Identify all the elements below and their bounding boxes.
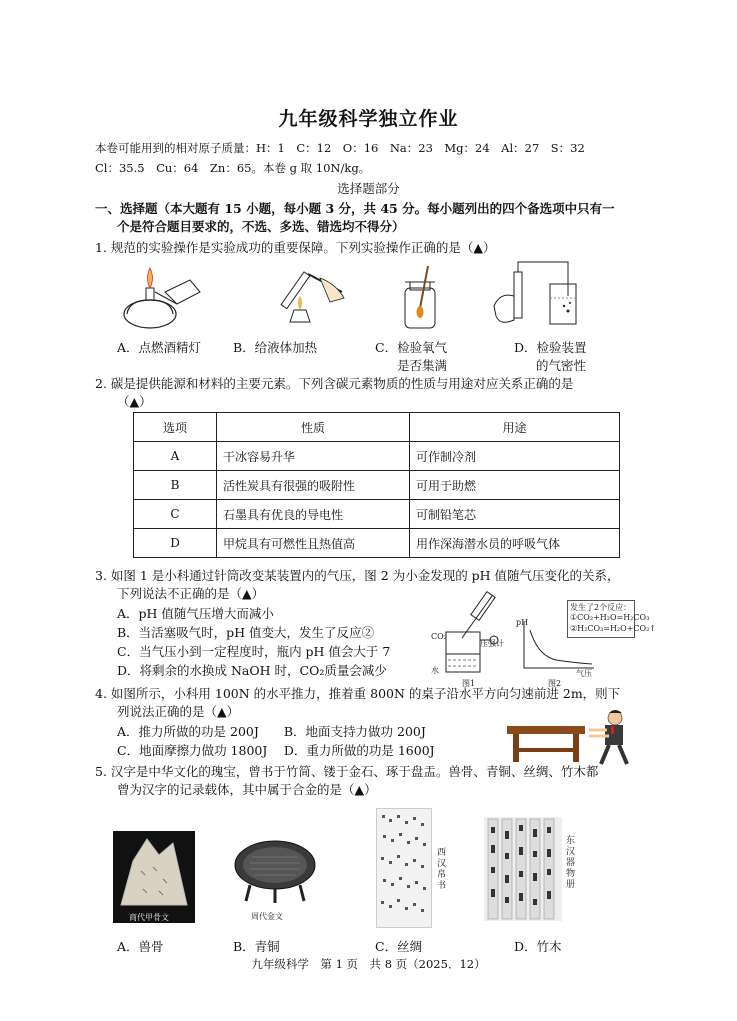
table-row (134, 442, 620, 471)
table-row (134, 471, 620, 500)
page-title: 九年级科学独立作业 (278, 108, 459, 130)
oracle-bone-image (113, 831, 195, 923)
table-cell: 石墨具有优良的导电性 (217, 500, 410, 529)
table-header-cell: 用途 (410, 413, 620, 442)
atomic-mass-line-1: 本卷可能用到的相对原子质量：H：1 C：12 O：16 Na：23 Mg：24 Al：27 S：32 (95, 141, 585, 155)
table-cell: 可用于助燃 (410, 471, 620, 500)
q3-stem-line-2: 下列说法不正确的是（▲） (117, 586, 265, 601)
fig2-pressure-label: 气压 (576, 669, 592, 678)
table-header-cell: 性质 (217, 413, 410, 442)
q3-option-a: A．pH 值随气压增大而减小 (117, 606, 274, 621)
silk-manuscript-texture (377, 809, 431, 927)
part1-instructions-line-2: 个是符合题目要求的，不选、多选、错选均不得分） (117, 219, 405, 234)
bronze-vessel-image (230, 835, 320, 905)
table-cell: 可作制冷剂 (410, 442, 620, 471)
part1-instructions-line-1: 一、选择题（本大题有 15 小题，每小题 3 分，共 45 分。每小题列出的四个备选项中只有一 (95, 201, 615, 216)
q3-stem-line-1: 3. 如图 1 是小科通过针筒改变某装置内的气压，图 2 为小金发现的 pH 值随气压变化的关系， (95, 568, 620, 583)
q3-option-c: C．当气压小到一定程度时，瓶内 pH 值会大于 7 (117, 644, 391, 659)
q4-stem-line-1: 4. 如图所示，小科用 100N 的水平推力，推着重 800N 的桌子沿水平方向匀速前进 2m，则下 (95, 686, 621, 701)
fig2-caption: 图2 (548, 679, 562, 688)
q5-stem-line-1: 5. 汉字是中华文化的瑰宝，曾书于竹简、镂于金石、琢于盘盂。兽骨、青铜、丝绸、竹木都 (95, 764, 599, 779)
section-title: 选择题部分 (337, 181, 400, 196)
table-cell: 甲烷具有可燃性且热值高 (217, 529, 410, 558)
q4-options-row-1: A．推力所做的功是 200J B．地面支持力做功 200J (117, 724, 426, 739)
bamboo-slips-image (484, 817, 562, 921)
q3-option-b: B．当活塞吸气时，pH 值变大，发生了反应② (117, 625, 375, 640)
table-header-cell: 选项 (134, 413, 217, 442)
table-row (134, 529, 620, 558)
q5-option-c: C．丝绸 (375, 939, 423, 954)
reaction-box-title: 发生了2个反应： (570, 603, 632, 612)
q2-stem-line-2: （▲） (117, 394, 152, 409)
liquid-heating-image (270, 262, 350, 334)
page-footer: 九年级科学 第 1 页 共 8 页（2025．12） (251, 957, 486, 971)
fig2-ph-label: pH (516, 618, 529, 627)
q5-option-a: A．兽骨 (117, 939, 164, 954)
table-cell: A (134, 442, 217, 471)
q1-option-a: A．点燃酒精灯 (117, 340, 202, 355)
q3-option-d: D．将剩余的水换成 NaOH 时，CO₂质量会减少 (117, 663, 387, 678)
table-cell: 活性炭具有很强的吸附性 (217, 471, 410, 500)
reaction-box (567, 600, 656, 638)
oracle-bone-shape (113, 831, 195, 911)
atomic-mass-line-2: Cl：35.5 Cu：64 Zn：65。本卷 g 取 10N/kg。 (95, 161, 371, 175)
bamboo-caption: 东汉器物册 (566, 836, 576, 890)
fig1-water-label: 水 (431, 666, 439, 675)
q2-stem-line-1: 2. 碳是提供能源和材料的主要元素。下列含碳元素物质的性质与用途对应关系正确的是 (95, 376, 574, 391)
reaction-1: ①CO₂+H₂O=H₂CO₃ (570, 613, 650, 622)
fig1-gauge-label: 压强计 (480, 639, 504, 648)
table-cell: D (134, 529, 217, 558)
silk-manuscript-image (376, 808, 432, 928)
q2-table (133, 412, 620, 558)
q1-option-d-line-2: 的气密性 (536, 358, 587, 373)
oxygen-test-image (395, 262, 445, 334)
q4-stem-line-2: 列说法正确的是（▲） (117, 704, 240, 719)
q1-option-b: B．给液体加热 (233, 340, 318, 355)
q5-option-b: B．青铜 (233, 939, 280, 954)
q4-options-row-2: C．地面摩擦力做功 1800J D．重力所做的功是 1600J (117, 743, 435, 758)
oracle-bone-caption: 商代甲骨文 (129, 913, 169, 922)
table-cell: 用作深海潜水员的呼吸气体 (410, 529, 620, 558)
table-header-row (134, 413, 620, 442)
bamboo-slips-texture (484, 817, 562, 921)
table-row (134, 500, 620, 529)
q5-option-d: D．竹木 (514, 939, 562, 954)
q1-option-c: C．检验氧气 (375, 340, 448, 355)
fig1-caption: 图1 (462, 679, 476, 688)
alcohol-lamp-image (115, 262, 205, 334)
reaction-2: ②H₂CO₃=H₂O+CO₂↑ (570, 624, 656, 633)
q1-stem: 1. 规范的实验操作是实验成功的重要保障。下列实验操作正确的是（▲） (95, 240, 496, 255)
q1-option-c-line-2: 是否集满 (397, 358, 448, 373)
silk-caption: 西汉帛书 (437, 848, 447, 891)
pushing-table-image (505, 708, 635, 768)
table-cell: 可制铅笔芯 (410, 500, 620, 529)
fig1-co2-label: CO₂ (431, 632, 447, 641)
airtightness-test-image (490, 256, 580, 334)
table-cell: 干冰容易升华 (217, 442, 410, 471)
q1-option-d: D．检验装置 (514, 340, 587, 355)
table-cell: B (134, 471, 217, 500)
table-cell: C (134, 500, 217, 529)
bronze-caption: 周代金文 (251, 912, 283, 921)
q5-stem-line-2: 曾为汉字的记录载体，其中属于合金的是（▲） (117, 782, 377, 797)
